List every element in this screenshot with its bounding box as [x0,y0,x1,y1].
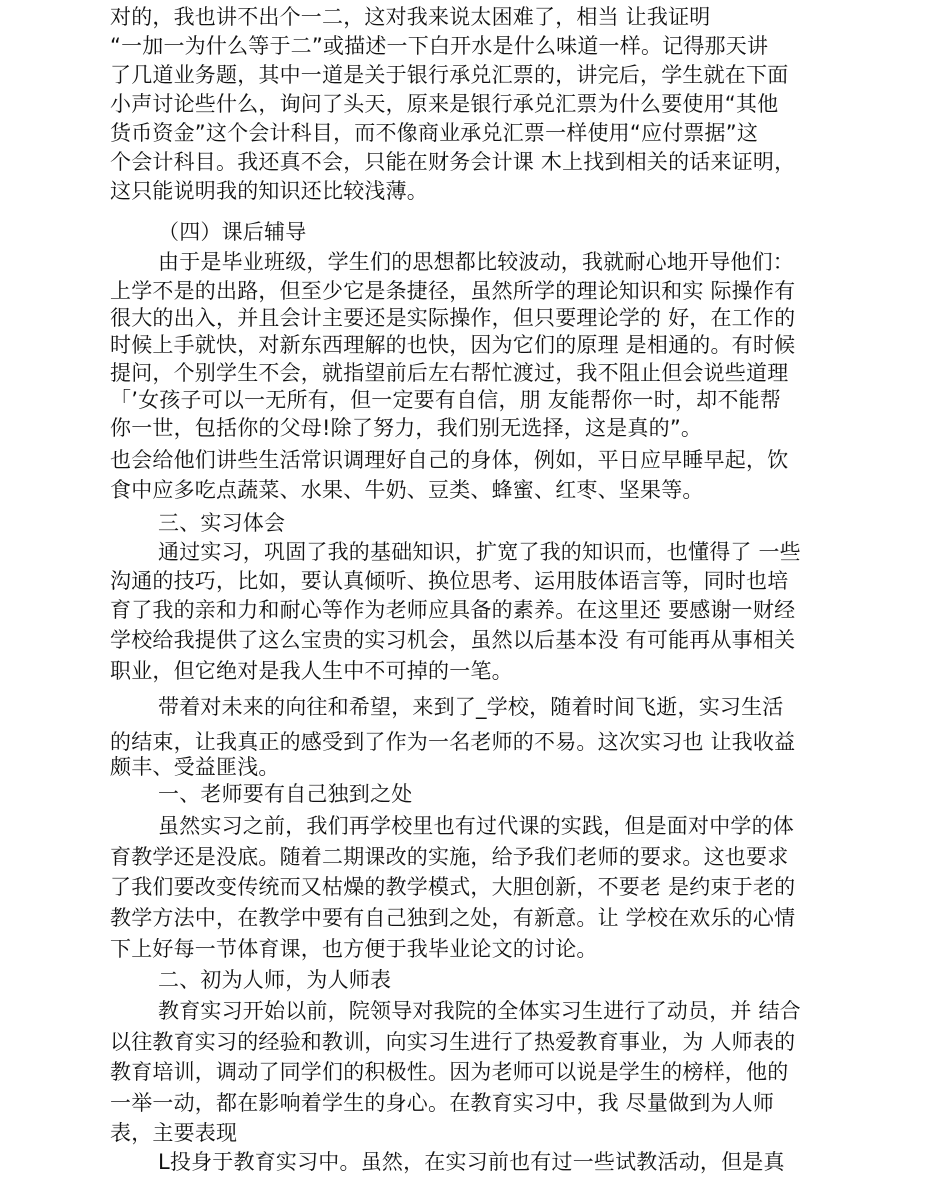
text-line: L投身于教育实习中。虽然，在实习前也有过一些试教活动，但是真 [158,1150,785,1174]
text-line: 时候上手就快，对新东西理解的也快，因为它们的原理 是相通的。有时候 [110,333,796,357]
text-line: 个会计科目。我还真不会，只能在财务会计课 木上找到相关的话来证明， [110,150,796,174]
text-line: 上学不是的出路，但至少它是条捷径，虽然所学的理论知识和实 际操作有 [110,279,796,303]
section-heading: 三、实习体会 [158,511,286,535]
text-line: 很大的出入，并且会计主要还是实际操作，但只要理论学的 好，在工作的 [110,306,796,330]
text-line: 由于是毕业班级，学生们的思想都比较波动，我就耐心地开导他们： [158,250,794,274]
text-line: 「’女孩子可以一无所有，但一定要有自信，朋 友能帮你一时，却不能帮 [110,388,781,412]
text-line: 了几道业务题，其中一道是关于银行承兑汇票的，讲完后，学生就在下面 [110,63,789,87]
text-line: 沟通的技巧，比如，要认真倾听、换位思考、运用肢体语言等，同时也培 [110,569,789,593]
text-line: 了我们要改变传统而又枯燥的教学模式，大胆创新，不要老 是约束于老的 [110,875,796,899]
text-line: 食中应多吃点蔬菜、水果、牛奶、豆类、蜂蜜、红枣、坚果等。 [110,478,704,502]
text-line: 教学方法中，在教学中要有自己独到之处，有新意。让 学校在欢乐的心情 [110,906,796,930]
text-line: 带着对未来的向往和希望，来到了_学校，随着时间飞逝，实习生活 [158,695,784,719]
text-line: 这只能说明我的知识还比较浅薄。 [110,179,428,203]
text-line: 以往教育实习的经验和教训，向实习生进行了热爱教育事业，为 人师表的 [110,1030,796,1054]
text-line: 的结束，让我真正的感受到了作为一名老师的不易。这次实习也 让我收益 [110,730,796,754]
text-line: 育了我的亲和力和耐心等作为老师应具备的素养。在这里还 要感谢一财经 [110,598,796,622]
text-line: 你一世，包括你的父母!除了努力，我们别无选择，这是真的”。 [110,416,703,440]
text-line: 颇丰、受益匪浅。 [110,755,280,779]
text-line: 小声讨论些什么，询问了头天，原来是银行承兑汇票为什么要使用“其他 [110,92,779,116]
text-line: 一举一动，都在影响着学生的身心。在教育实习中，我 尽量做到为人师 [110,1091,775,1115]
text-line: 教育培训，调动了同学们的积极性。因为老师可以说是学生的榜样，他的 [110,1060,789,1084]
section-heading: 一、老师要有自己独到之处 [158,782,413,806]
text-line: 虽然实习之前，我们再学校里也有过代课的实践，但是面对中学的体 [158,814,794,838]
text-line: 下上好每一节体育课，也方便于我毕业论文的讨论。 [110,937,598,961]
text-line: 表，主要表现 [110,1121,238,1145]
text-line: “一加一为什么等于二”或描述一下白开水是什么味道一样。记得那天讲 [110,34,769,58]
text-line: 通过实习，巩固了我的基础知识，扩宽了我的知识而，也懂得了 一些 [158,540,801,564]
text-line: 教育实习开始以前，院领导对我院的全体实习生进行了动员，并 结合 [158,999,801,1023]
text-line: 学校给我提供了这么宝贵的实习机会，虽然以后基本没 有可能再从事相关 [110,628,796,652]
text-line: 提问，个别学生不会，就指望前后左右帮忙渡过，我不阻止但会说些道理 [110,361,789,385]
text-line: 育教学还是没底。随着二期课改的实施，给予我们老师的要求。这也要求 [110,845,789,869]
section-heading: 二、初为人师，为人师表 [158,968,392,992]
text-line: 职业，但它绝对是我人生中不可掉的一笔。 [110,659,513,683]
section-heading: （四）课后辅导 [158,220,307,244]
text-line: 也会给他们讲些生活常识调理好自己的身体，例如，平日应早睡早起，饮 [110,448,789,472]
text-line: 对的，我也讲不出个一二，这对我来说太困难了，相当 让我证明 [110,5,711,29]
text-line: 货币资金”这个会计科目，而不像商业承兑汇票一样使用“应付票据”这 [110,121,759,145]
